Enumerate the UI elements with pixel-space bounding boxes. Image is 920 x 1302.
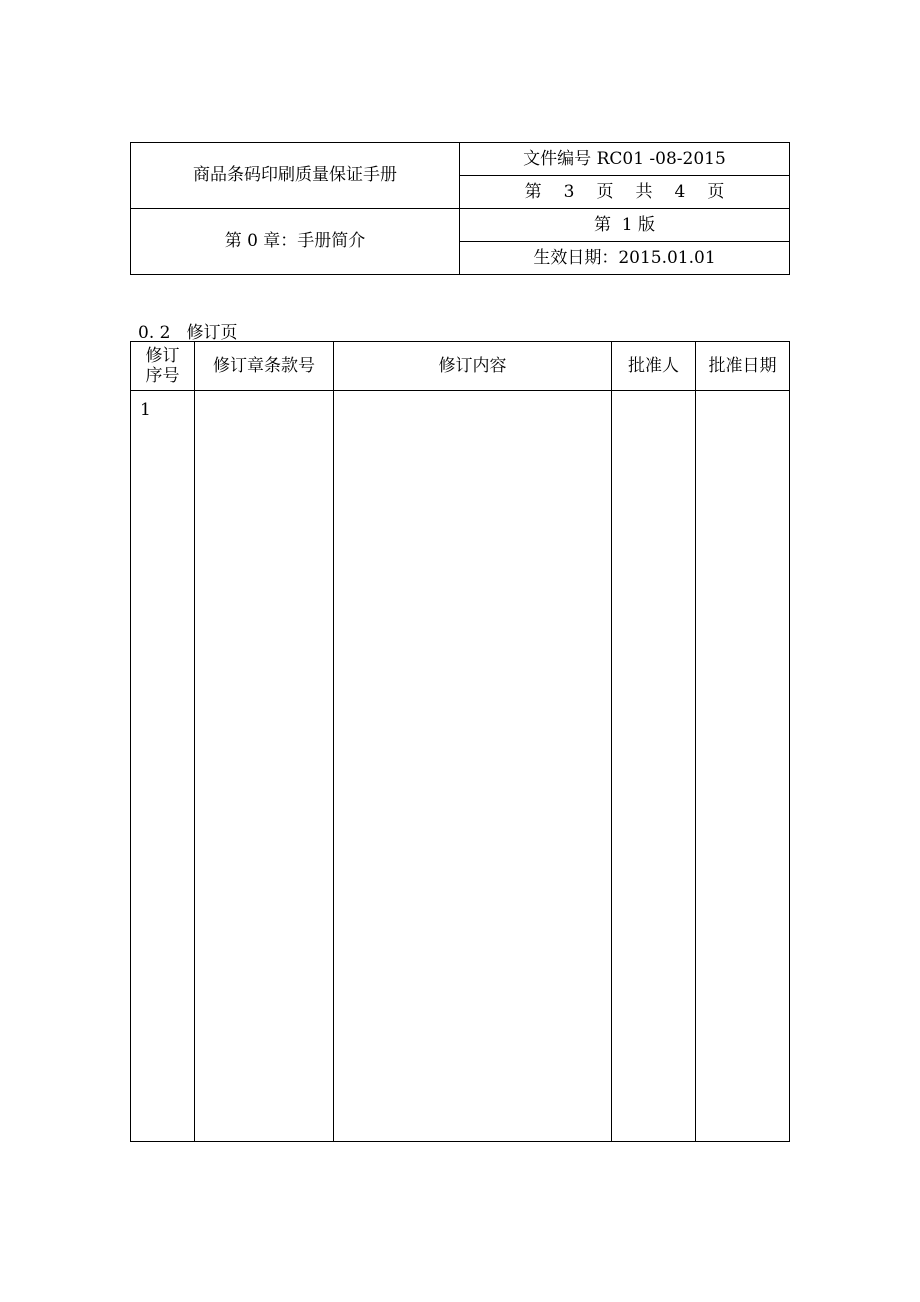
- effective-date: 生效日期：2015.01.01: [533, 247, 716, 268]
- doc-number: 文件编号 RC01 -08-2015: [523, 148, 726, 169]
- column-header-clause: [195, 342, 334, 391]
- edition-part: 1: [621, 214, 633, 235]
- row-content-cell: [334, 391, 612, 1142]
- column-header-approver: [612, 342, 696, 391]
- table-row: [131, 391, 790, 1142]
- document-header-table: [130, 142, 790, 275]
- section-title: 修订页: [186, 323, 238, 343]
- section-heading: [138, 318, 237, 343]
- column-header-date: [696, 342, 790, 391]
- page-info-cell: [460, 176, 790, 209]
- edition-cell: [460, 209, 790, 242]
- chapter-title: 第 0 章：手册简介: [224, 231, 366, 252]
- column-header-seq: [131, 342, 195, 391]
- page-info-part: 4: [674, 181, 686, 202]
- manual-title: 商品条码印刷质量保证手册: [193, 165, 397, 186]
- edition-part: 版: [638, 214, 656, 235]
- revision-table: [130, 341, 790, 1142]
- column-header-label: 批准日期: [708, 355, 777, 376]
- row-seq-cell: [131, 391, 195, 1142]
- page-info-part: 3: [563, 181, 575, 202]
- page-info-part: 页: [596, 181, 614, 202]
- revision-table-header-row: [131, 342, 790, 391]
- page-info-part: 第: [524, 181, 542, 202]
- row-clause-cell: [195, 391, 334, 1142]
- row-date-cell: [696, 391, 790, 1142]
- page-info-part: 页: [707, 181, 725, 202]
- section-number: 0. 2: [138, 323, 171, 343]
- row-approver-cell: [612, 391, 696, 1142]
- row-seq: 1: [140, 400, 151, 420]
- manual-title-cell: [131, 143, 460, 209]
- effective-date-cell: [460, 242, 790, 275]
- column-header-label: 批准人: [628, 355, 679, 376]
- edition-part: 第: [593, 214, 611, 235]
- column-header-label: 修订章条款号: [213, 355, 315, 376]
- doc-number-cell: [460, 143, 790, 176]
- column-header-content: [334, 342, 612, 391]
- column-header-label: 修订 序号: [145, 346, 180, 386]
- page-info-part: 共: [635, 181, 653, 202]
- chapter-cell: [131, 209, 460, 275]
- column-header-label: 修订内容: [438, 355, 507, 376]
